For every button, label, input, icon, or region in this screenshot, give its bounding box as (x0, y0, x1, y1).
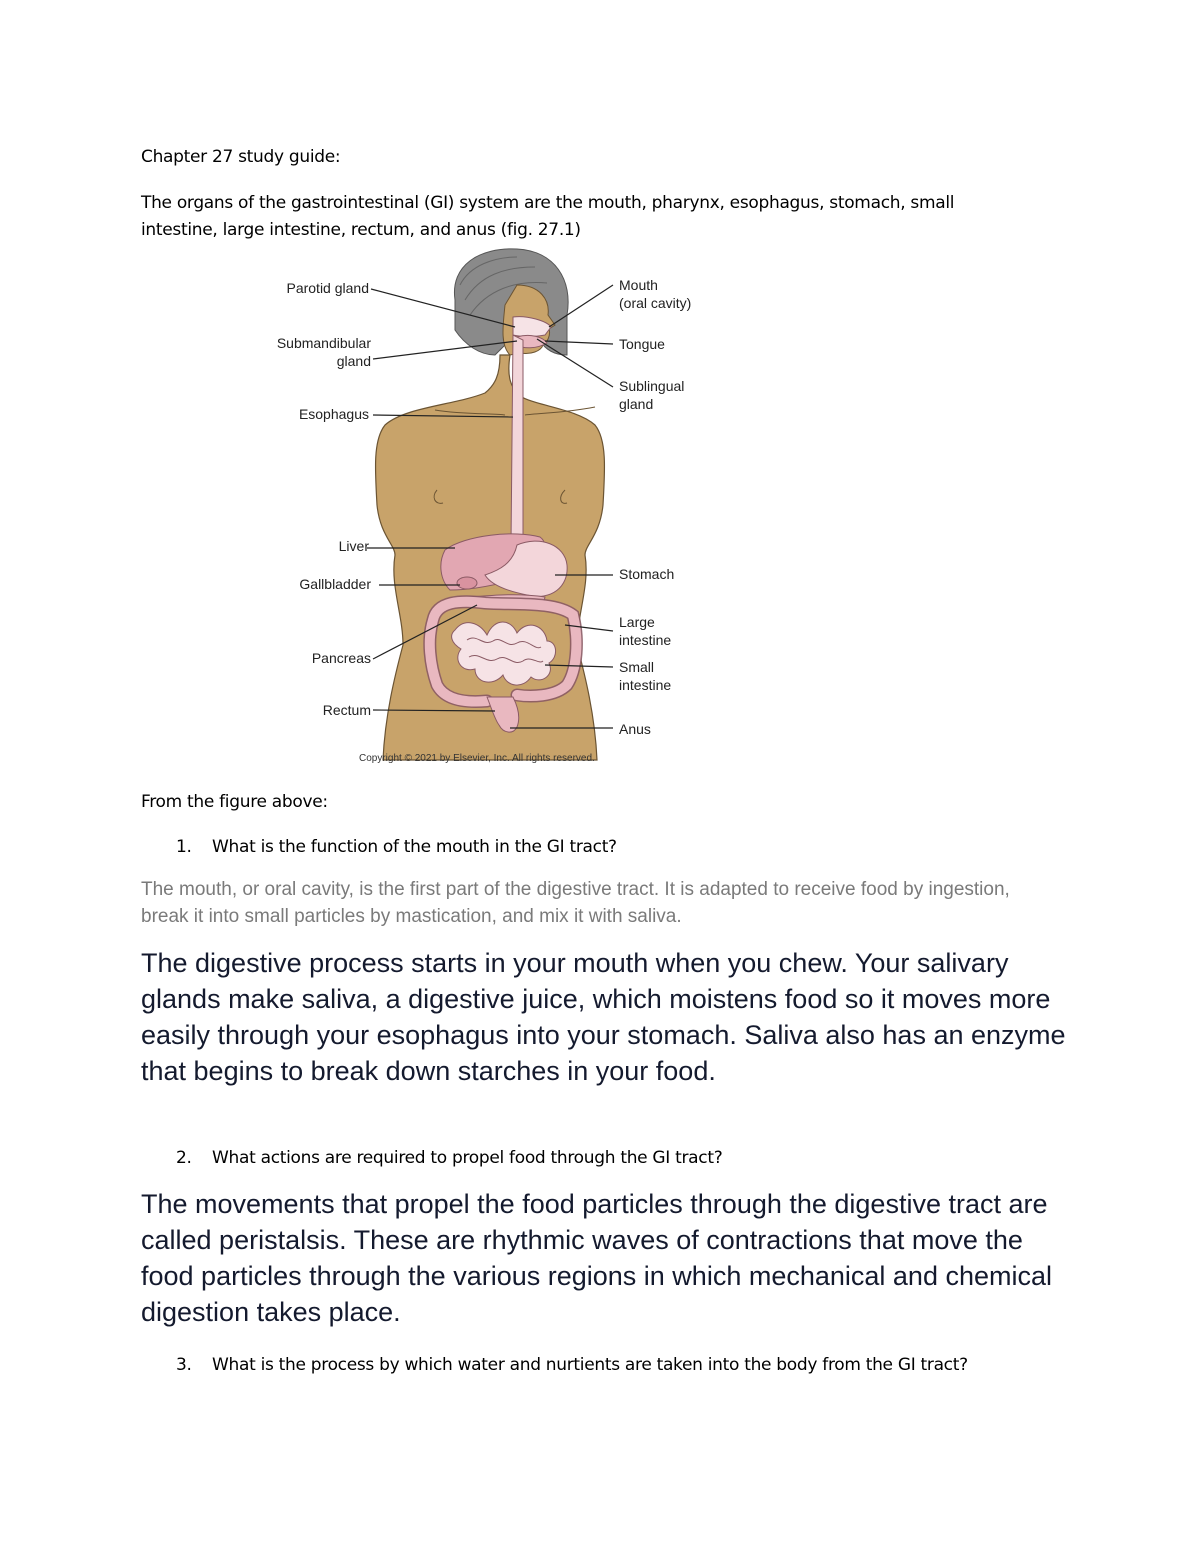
label-submandibular-gland: Submandibular gland (276, 335, 371, 369)
from-figure-heading: From the figure above: (141, 792, 328, 812)
question-number: 3. (176, 1355, 192, 1375)
label-stomach: Stomach (619, 566, 675, 582)
figure-copyright: Copyright © 2021 by Elsevier, Inc. All rights reserved. (359, 753, 595, 764)
answer-2-large: The movements that propel the food particles through the digestive tract are called peristalsis. These are rhythmic waves of contractions that move the food particles through the various regions in which mechanical and chemical digestion takes place. (141, 1189, 1052, 1327)
question-2 (176, 1148, 722, 1168)
label-mouth: Mouth (oral cavity) (619, 277, 692, 311)
question-1 (176, 837, 617, 857)
label-rectum: Rectum (322, 702, 371, 718)
label-pancreas: Pancreas (311, 650, 371, 666)
question-text: What is the function of the mouth in the GI tract? (212, 837, 617, 857)
label-esophagus: Esophagus (298, 406, 369, 422)
question-number: 2. (176, 1148, 192, 1168)
question-text: What is the process by which water and nurtients are taken into the body from the GI tract? (212, 1355, 968, 1375)
question-3 (176, 1355, 968, 1375)
label-gallbladder: Gallbladder (299, 576, 371, 592)
label-sublingual-gland: Sublingual gland (619, 378, 685, 412)
answer-1-large: The digestive process starts in your mouth when you chew. Your salivary glands make saliva, a digestive juice, which moistens food so it moves more easily through your esophagus into your stomach. Saliva also has an enzyme that begins to break down starches in your food. (141, 948, 1066, 1086)
label-tongue: Tongue (619, 336, 665, 352)
question-number: 1. (176, 837, 192, 857)
label-large-intestine: Large intestine (619, 614, 672, 648)
intro-paragraph: The organs of the gastrointestinal (GI) system are the mouth, pharynx, esophagus, stomach, small intestine, large intestine, rectum, and anus (fig. 27.1) (141, 193, 955, 240)
label-parotid-gland: Parotid gland (286, 280, 369, 296)
gi-system-figure (255, 245, 725, 775)
label-anus: Anus (619, 721, 651, 737)
esophagus-tube (511, 335, 523, 545)
document-title: Chapter 27 study guide: (141, 147, 341, 167)
label-small-intestine: Small intestine (619, 659, 672, 693)
gallbladder (457, 577, 477, 589)
label-liver: Liver (338, 538, 369, 554)
gi-anatomy-illustration (255, 245, 725, 775)
answer-1-gray: The mouth, or oral cavity, is the first part of the digestive tract. It is adapted to receive food by ingestion, break it into small particles by mastication, and mix it with saliva. (141, 879, 1010, 927)
question-text: What actions are required to propel food through the GI tract? (212, 1148, 723, 1168)
